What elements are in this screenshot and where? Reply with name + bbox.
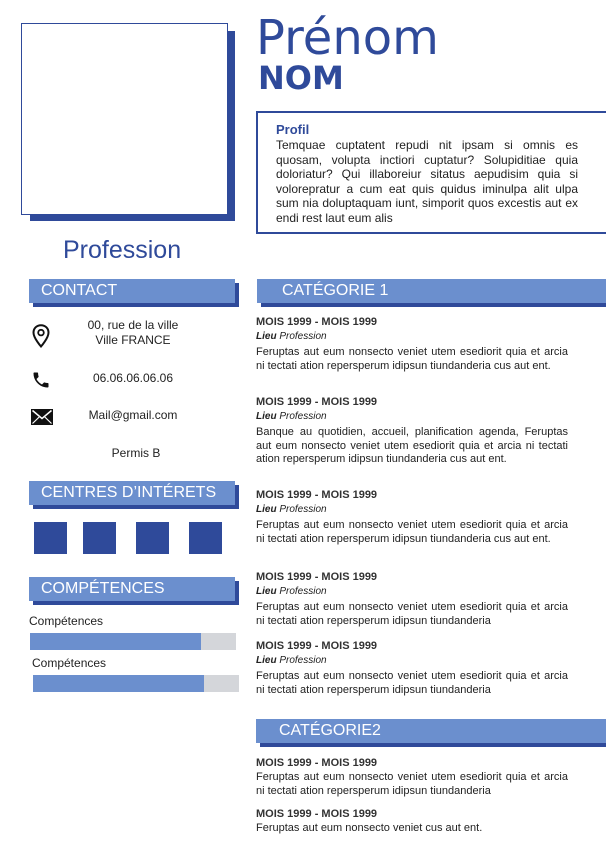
entry-profession: Profession [279, 586, 327, 597]
entry-text: Feruptas aut eum nonsecto veniet cus aut ent. [256, 822, 483, 834]
categorie2-heading: CATÉGORIE2 [256, 719, 606, 743]
competence-bar-fill [30, 633, 201, 650]
competence-label: Compétences [32, 656, 107, 670]
photo-placeholder [21, 23, 228, 215]
competence-bar [33, 675, 239, 692]
mail-icon [31, 409, 53, 425]
lastname: NOM [258, 59, 344, 97]
competence-bar [30, 633, 236, 650]
entry-text: Banque au quotidien, accueil, planification agenda, Feruptas aut eum nonsecto veniet utem esediorit quia et arcia ni tectati ation repersperum idipsun tiundanderia cus aut ent. [256, 426, 568, 465]
entry-lieu-name: Lieu [256, 655, 277, 666]
profil-text: Temquae cuptatent repudi nit ipsam si omnis es quosam, volupta inctiori cuptatur? Solupiditiae quia doloriatur? Qui illaboreiur sitatus aepudisim quia si volorepratur a cum eat quis quidus iminulpa alit ulpa sum nia doluptaquam iunt, simporit quos excestis aut ex endi rest laut eum alis [276, 138, 578, 225]
address-line-2: Ville FRANCE [95, 333, 171, 347]
interest-square [83, 522, 116, 554]
experience-entry [256, 488, 568, 546]
competence-label: Compétences [29, 614, 104, 628]
entry-lieu [256, 585, 568, 599]
entry-lieu [256, 654, 568, 668]
entry-profession: Profession [279, 331, 327, 342]
interest-square [34, 522, 67, 554]
entry-profession: Profession [279, 504, 327, 515]
entry-lieu [256, 503, 568, 517]
phone-icon [31, 370, 51, 390]
experience-entry [256, 756, 568, 798]
interets-heading: CENTRES D’INTÉRETS [29, 481, 235, 505]
contact-heading: CONTACT [29, 279, 235, 303]
location-pin-icon [32, 324, 50, 348]
categorie1-heading: CATÉGORIE 1 [257, 279, 606, 303]
entry-profession: Profession [279, 655, 327, 666]
profession-title: Profession [63, 236, 182, 264]
experience-entry [256, 639, 568, 697]
entry-lieu-name: Lieu [256, 331, 277, 342]
profil-box [256, 111, 606, 234]
interest-square [136, 522, 169, 554]
interest-square [189, 522, 222, 554]
contact-phone: 06.06.06.06.06 [92, 371, 174, 385]
entry-date: MOIS 1999 - MOIS 1999 [256, 757, 378, 769]
address-line-1: 00, rue de la ville [87, 318, 179, 332]
entry-date: MOIS 1999 - MOIS 1999 [256, 396, 378, 408]
entry-lieu-name: Lieu [256, 504, 277, 515]
experience-entry [256, 807, 568, 836]
entry-text: Feruptas aut eum nonsecto veniet utem esediorit quia et arcia ni tectati ation repersperum idipsun tiundanderia [256, 601, 568, 627]
contact-address [72, 318, 194, 348]
experience-entry [256, 395, 568, 467]
entry-date: MOIS 1999 - MOIS 1999 [256, 316, 378, 328]
entry-date: MOIS 1999 - MOIS 1999 [256, 571, 378, 583]
entry-text: Feruptas aut eum nonsecto veniet utem esediorit quia et arcia ni tectati ation repersperum idipsun tiundanderia cus aut ent. [256, 519, 568, 545]
experience-entry [256, 315, 568, 373]
entry-date: MOIS 1999 - MOIS 1999 [256, 640, 378, 652]
contact-permis: Permis B [111, 446, 161, 460]
profil-title: Profil [276, 122, 310, 137]
entry-profession: Profession [279, 411, 327, 422]
experience-entry [256, 570, 568, 628]
competence-bar-fill [33, 675, 204, 692]
entry-text: Feruptas aut eum nonsecto veniet utem esediorit quia et arcia ni tectati ation repersperum idipsun tiundanderia [256, 771, 568, 797]
competences-heading: COMPÉTENCES [29, 577, 235, 601]
entry-lieu-name: Lieu [256, 411, 277, 422]
entry-lieu-name: Lieu [256, 586, 277, 597]
contact-email: Mail@gmail.com [88, 408, 178, 422]
entry-lieu [256, 330, 568, 344]
firstname: Prénom [256, 10, 439, 66]
entry-text: Feruptas aut eum nonsecto veniet utem esediorit quia et arcia ni tectati ation repersperum idipsun tiundanderia cus aut ent. [256, 346, 568, 372]
entry-text: Feruptas aut eum nonsecto veniet utem esediorit quia et arcia ni tectati ation repersperum idipsun tiundanderia [256, 670, 568, 696]
entry-date: MOIS 1999 - MOIS 1999 [256, 489, 378, 501]
entry-date: MOIS 1999 - MOIS 1999 [256, 808, 378, 820]
entry-lieu [256, 410, 568, 424]
